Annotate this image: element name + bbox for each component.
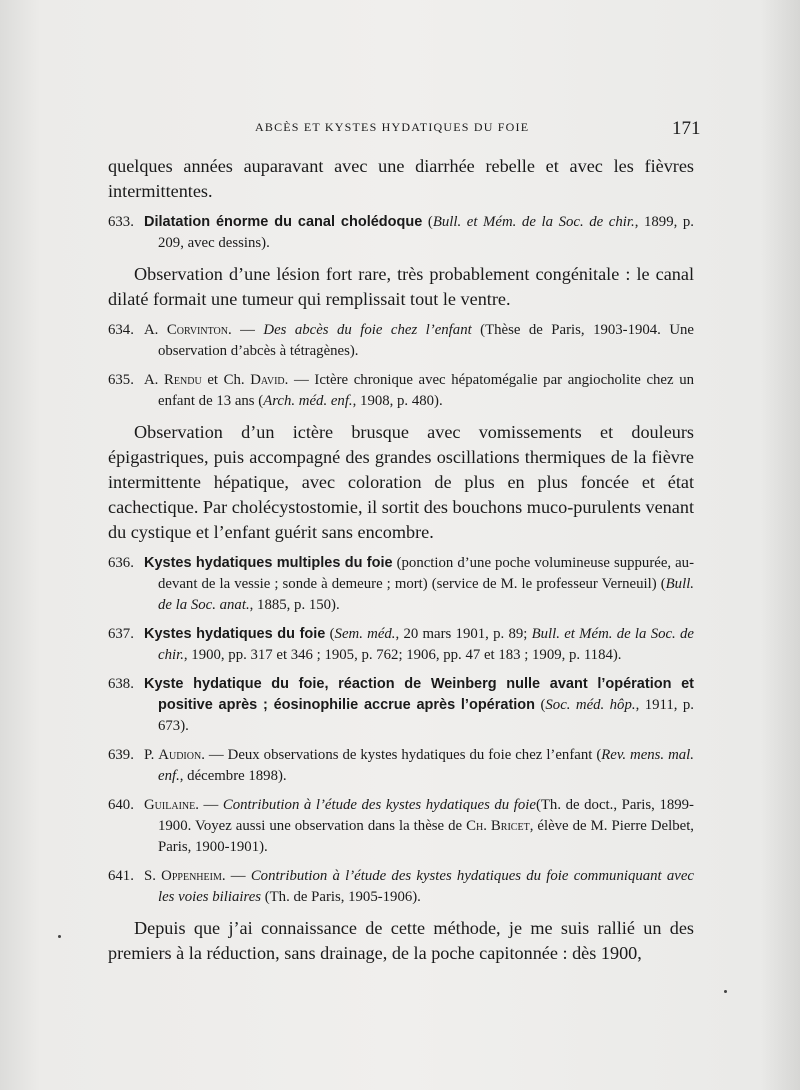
entry-title: Kyste hydatique du foie, réaction de Weinberg nulle avant l’opération et positive après ; éosinophilie accrue après l’opération — [144, 676, 694, 713]
entry-text: et — [201, 372, 224, 388]
paragraph-observation-635: Observation d’un ictère brusque avec vomissements et douleurs épigastriques, puis accompagné des grandes oscillations thermiques de la fièvre intermittente hépatique, avec coloration de plus en plus foncée et état cachectique. Par cholécystostomie, il sortit des bouchons muco-purulents venant du cystique et l’enfant guérit sans encombre. — [108, 422, 694, 542]
bibliography-entry-641 — [108, 866, 694, 908]
print-speck — [724, 990, 727, 993]
entry-title: Kystes hydatiques du foie — [144, 626, 326, 642]
author-name: Rendu — [164, 372, 202, 388]
author-name: David — [250, 372, 285, 388]
entry-text: , 1911, p. 673). — [158, 697, 694, 734]
bibliography-entry-636 — [108, 553, 694, 616]
author-initial: A. — [144, 372, 165, 388]
entry-text: ( — [535, 697, 546, 713]
entry-number: 633. — [108, 214, 134, 230]
author-initial: A. — [144, 322, 167, 338]
entry-text: . — — [221, 868, 251, 884]
bibliography-entry-634 — [108, 320, 694, 362]
journal-name: Soc. méd. hôp. — [545, 697, 636, 713]
thesis-title: Contribution à l’étude des kystes hydatiques du foie — [222, 797, 536, 813]
entry-number: 639. — [108, 747, 134, 763]
thesis-title: Contribution à l’étude des kystes hydatiques du foie communiquant avec les voies biliaires — [158, 868, 694, 905]
entry-text: , 1908, p. 480). — [352, 393, 443, 409]
entry-text: , 1899, p. 209, avec dessins). — [158, 214, 694, 251]
entry-text: , 1900, pp. 317 et 346 ; 1905, p. 762; 1906, pp. 47 et 183 ; 1909, p. 1184). — [183, 647, 622, 663]
author-initial: Ch. — [223, 372, 251, 388]
entry-text: (Th. de Paris, 1905-1906). — [261, 889, 421, 905]
journal-name: Sem. méd. — [334, 626, 396, 642]
entry-text: . — Ictère chronique avec hépatomégalie par angiocholite chez un enfant de 13 ans ( — [158, 372, 695, 409]
entry-title: Dilatation énorme du canal cholédoque — [144, 214, 423, 230]
author-name: Audion — [158, 747, 202, 763]
thesis-title: Des abcès du foie chez l’enfant — [263, 322, 472, 338]
entry-text: (Thèse de Paris, 1903-1904. Une observation d’abcès à tétragènes). — [158, 322, 694, 359]
entry-text: (ponction d’une poche volumineuse suppurée, au-devant de la vessie ; sonde à demeure ; mort) (service de M. le professeur Verneuil) ( — [158, 555, 694, 592]
paragraph-closing: Depuis que j’ai connaissance de cette méthode, je me suis rallié un des premiers à la réduction, sans drainage, de la poche capitonnée : dès 1900, — [108, 918, 694, 963]
author-name: Oppenheim — [161, 868, 222, 884]
entry-text: . — — [195, 797, 223, 813]
print-speck — [58, 935, 61, 938]
bibliography-entry-637 — [108, 624, 694, 666]
bibliography-entry-635 — [108, 370, 694, 412]
entry-text: , élève de M. Pierre Delbet, Paris, 1900-1901). — [158, 818, 695, 855]
page-body — [108, 154, 694, 974]
entry-text: . — Deux observations de kystes hydatiques du foie chez l’enfant ( — [201, 747, 602, 763]
entry-text: , décembre 1898). — [179, 768, 287, 784]
journal-name: Bull. et Mém. de la Soc. de chir. — [158, 626, 694, 663]
bibliography-entry-640 — [108, 795, 694, 858]
entry-title: Kystes hydatiques multiples du foie — [144, 555, 393, 571]
journal-name: Rev. mens. mal. enf. — [158, 747, 694, 784]
journal-name: Arch. méd. enf. — [263, 393, 353, 409]
bibliography-entry-638 — [108, 674, 694, 737]
author-initial: S. — [144, 868, 162, 884]
page-header — [0, 118, 800, 142]
running-title: ABCÈS ET KYSTES HYDATIQUES DU FOIE — [255, 120, 530, 134]
journal-name: Bull. de la Soc. anat. — [158, 576, 694, 613]
entry-text: , 1885, p. 150). — [249, 597, 340, 613]
entry-number: 635. — [108, 372, 134, 388]
bibliography-entry-639 — [108, 745, 694, 787]
entry-text: ( — [325, 626, 335, 642]
page-number: 171 — [672, 118, 701, 139]
author-initial: P. — [144, 747, 159, 763]
author-name: Ch. Bricet — [466, 818, 530, 834]
entry-text: , 20 mars 1901, p. 89; — [395, 626, 532, 642]
paragraph-continuation: quelques années auparavant avec une diarrhée rebelle et avec les fièvres intermittentes. — [108, 156, 694, 201]
paragraph-observation-633: Observation d’une lésion fort rare, très probablement congénitale : le canal dilaté formait une tumeur qui remplissait tout le ventre. — [108, 264, 694, 309]
entry-text: (Th. de doct., Paris, 1899-1900. Voyez aussi une observation dans la thèse de — [158, 797, 694, 834]
entry-number: 641. — [108, 868, 134, 884]
entry-number: 634. — [108, 322, 134, 338]
entry-number: 637. — [108, 626, 134, 642]
entry-number: 638. — [108, 676, 134, 692]
journal-name: Bull. et Mém. de la Soc. de chir. — [432, 214, 635, 230]
entry-text: . — — [227, 322, 264, 338]
author-name: Guilaine — [144, 797, 196, 813]
entry-text: ( — [422, 214, 433, 230]
bibliography-entry-633 — [108, 212, 694, 254]
author-name: Corvinton — [166, 322, 228, 338]
entry-number: 640. — [108, 797, 134, 813]
entry-number: 636. — [108, 555, 134, 571]
